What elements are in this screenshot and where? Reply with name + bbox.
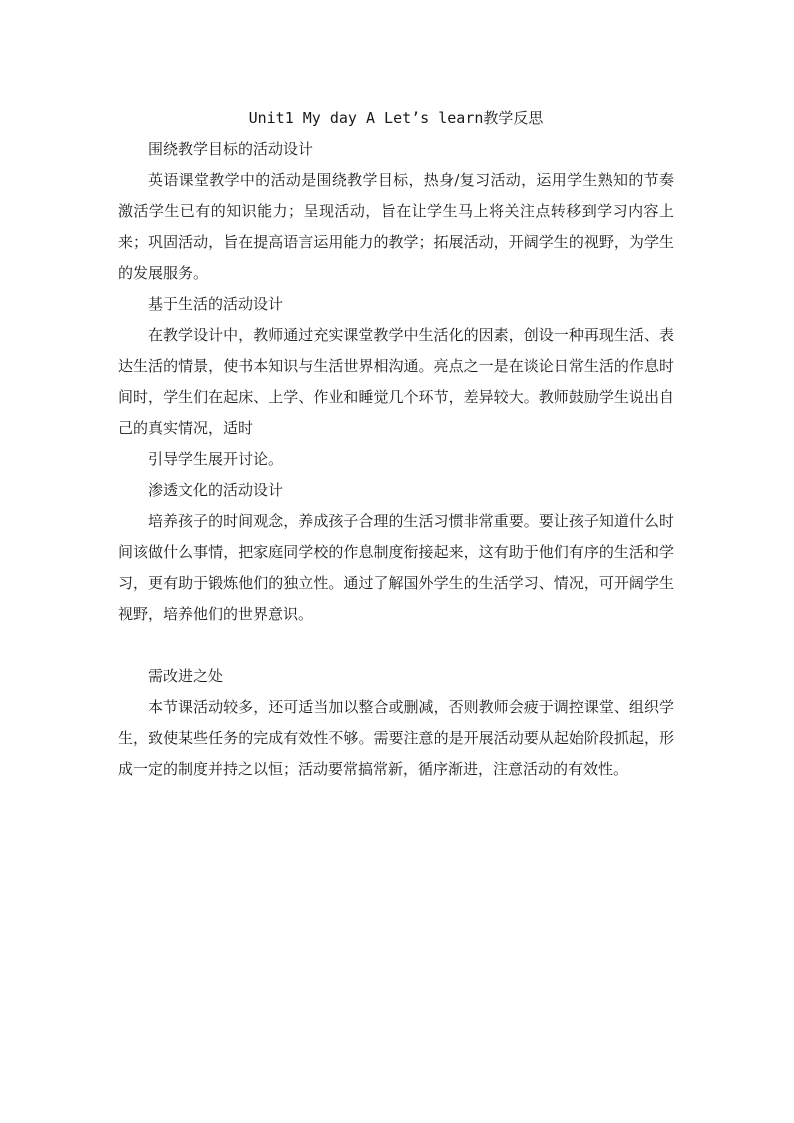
section-heading: 围绕教学目标的活动设计 bbox=[148, 140, 314, 158]
document-page bbox=[118, 104, 674, 785]
section-heading: 渗透文化的活动设计 bbox=[148, 481, 284, 499]
section-heading: 需改进之处 bbox=[148, 667, 224, 685]
section-improvements bbox=[118, 661, 674, 785]
section-paragraph: 本节课活动较多，还可适当加以整合或删减，否则教师会疲于调控课堂、组织学生，致使某些任务的完成有效性不够。需要注意的是开展活动要从起始阶段抓起，形成一定的制度并持之以恒；活动要常搞常新，循序渐进，注意活动的有效性。 bbox=[118, 698, 674, 778]
section-heading: 基于生活的活动设计 bbox=[148, 295, 284, 313]
document-title: Unit1 My day A Let’s learn教学反思 bbox=[248, 109, 544, 127]
blank-line bbox=[118, 630, 674, 661]
section-goal-activities bbox=[118, 134, 674, 289]
section-culture-activities bbox=[118, 475, 674, 630]
section-paragraph: 引导学生展开讨论。 bbox=[148, 450, 284, 468]
section-paragraph: 英语课堂教学中的活动是围绕教学目标，热身/复习活动，运用学生熟知的节奏激活学生已有的知识能力；呈现活动，旨在让学生马上将关注点转移到学习内容上来；巩固活动，旨在提高语言运用能力的教学；拓展活动，开阔学生的视野，为学生的发展服务。 bbox=[118, 171, 674, 282]
section-life-activities bbox=[118, 289, 674, 475]
section-paragraph: 在教学设计中，教师通过充实课堂教学中生活化的因素，创设一种再现生活、表达生活的情景，使书本知识与生活世界相沟通。亮点之一是在谈论日常生活的作息时间时，学生们在起床、上学、作业和睡觉几个环节，差异较大。教师鼓励学生说出自己的真实情况，适时 bbox=[118, 326, 674, 437]
section-paragraph: 培养孩子的时间观念，养成孩子合理的生活习惯非常重要。要让孩子知道什么时间该做什么事情，把家庭同学校的作息制度衔接起来，这有助于他们有序的生活和学习，更有助于锻炼他们的独立性。通过了解国外学生的生活学习、情况，可开阔学生视野，培养他们的世界意识。 bbox=[118, 512, 674, 623]
